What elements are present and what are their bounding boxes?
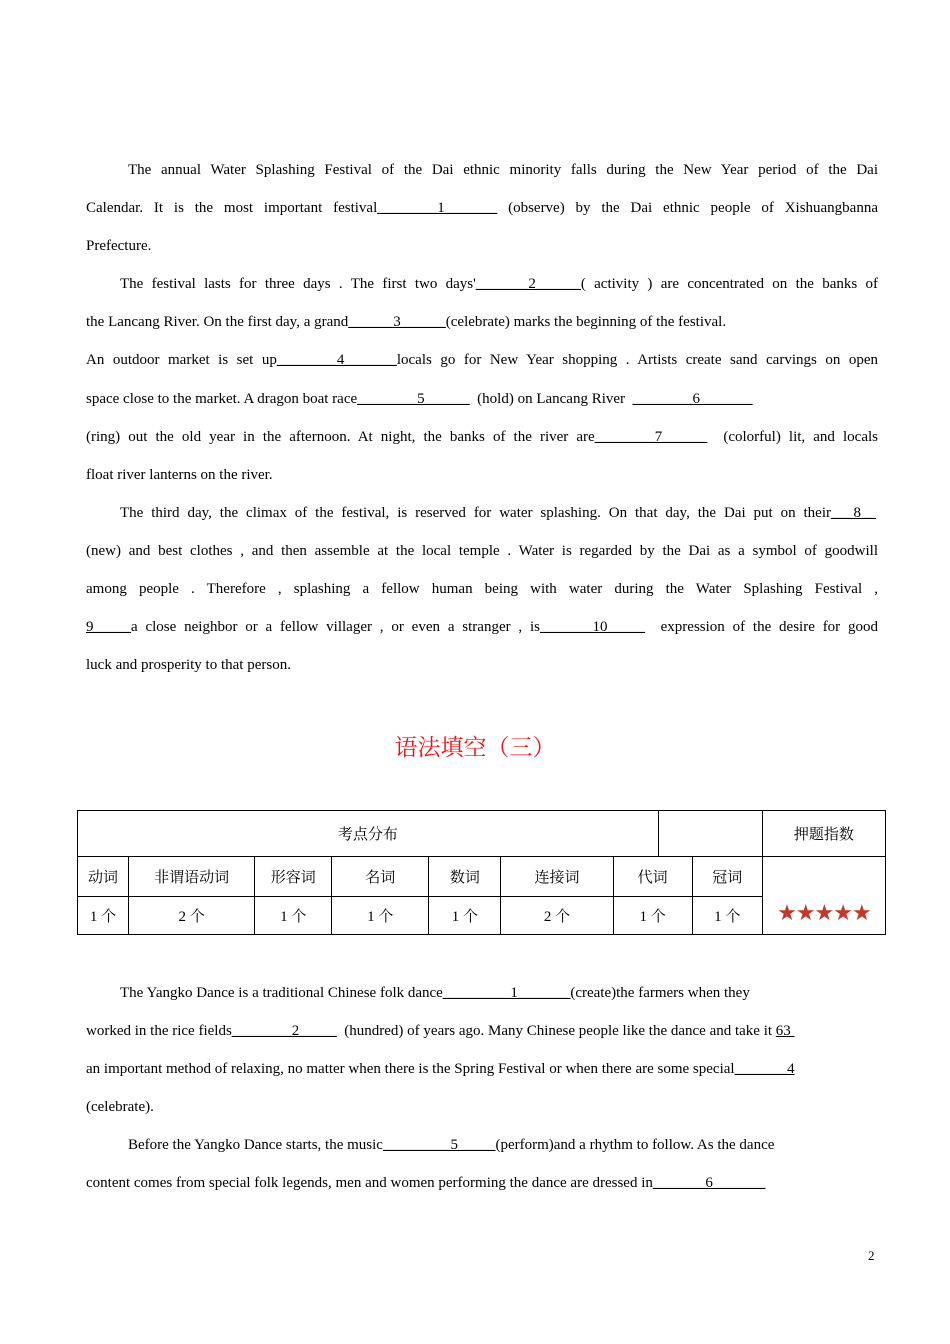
text-line: (ring) out the old year in the afternoon. At night, the banks of the river are________7______ (colorful) lit, and locals xyxy=(86,429,878,445)
blank-5[interactable]: _________5_____ xyxy=(382,1137,496,1153)
text-line: The annual Water Splashing Festival of the Dai ethnic minority falls during the New Year period of the Dai xyxy=(128,162,878,178)
text-line: Prefecture. xyxy=(86,238,152,254)
text-line: The Yangko Dance is a traditional Chinese folk dance_________1_______(create)the farmers when they xyxy=(120,985,750,1001)
text-line: 9_____a close neighbor or a fellow villager , or even a stranger , is_______10_____ expression of the desire for good xyxy=(86,619,878,635)
text-line: content comes from special folk legends, men and women performing the dance are dressed in_______6_______ xyxy=(86,1175,766,1191)
count-cell: 2 个 xyxy=(129,897,255,935)
text-line: Before the Yangko Dance starts, the music_________5_____(perform)and a rhythm to follow. As the dance xyxy=(128,1137,775,1153)
category-cell: 数词 xyxy=(429,857,501,897)
blank-5[interactable]: ________5______ xyxy=(357,391,470,407)
category-cell: 名词 xyxy=(332,857,429,897)
count-cell: 1 个 xyxy=(255,897,332,935)
category-cell: 连接词 xyxy=(501,857,613,897)
count-cell: 1 个 xyxy=(429,897,501,935)
count-cell: 2 个 xyxy=(501,897,613,935)
text-line: an important method of relaxing, no matter when there is the Spring Festival or when there are some special_______4 xyxy=(86,1061,795,1077)
blank-3[interactable]: ______3______ xyxy=(348,314,446,330)
text-line: float river lanterns on the river. xyxy=(86,467,273,483)
text-line: worked in the rice fields________2_____ (hundred) of years ago. Many Chinese people like the dance and take it 63 xyxy=(86,1023,795,1039)
category-cell: 代词 xyxy=(613,857,692,897)
text-line: space close to the market. A dragon boat race________5______ (hold) on Lancang River ________6_______ xyxy=(86,391,753,407)
count-cell: 1 个 xyxy=(78,897,129,935)
section-title: 语法填空（三） xyxy=(394,735,556,761)
blank-9[interactable]: 9_____ xyxy=(86,619,131,635)
text-line: (celebrate). xyxy=(86,1099,154,1115)
text-line: An outdoor market is set up________4_______locals go for New Year shopping . Artists create sand carvings on open xyxy=(86,352,878,368)
text-line: Calendar. It is the most important festival________1_______ (observe) by the Dai ethnic people of Xishuangbanna xyxy=(86,200,878,216)
blank-1[interactable]: ________1_______ xyxy=(377,200,498,216)
blank-2[interactable]: ________2_____ xyxy=(231,1023,337,1039)
blank-7[interactable]: ________7______ xyxy=(594,429,708,445)
blank-10[interactable]: _______10_____ xyxy=(540,619,645,635)
exam-point-table xyxy=(77,810,886,935)
blank-1[interactable]: _________1_______ xyxy=(442,985,571,1001)
count-cell: 1 个 xyxy=(692,897,762,935)
category-cell: 形容词 xyxy=(255,857,332,897)
blank-2[interactable]: _______2______ xyxy=(475,276,581,292)
text-line: the Lancang River. On the first day, a grand______3______(celebrate) marks the beginning of the festival. xyxy=(86,314,727,330)
category-cell: 动词 xyxy=(78,857,129,897)
text-line: The festival lasts for three days . The first two days'_______2______( activity ) are concentrated on the banks of xyxy=(120,276,878,292)
page-number: 2 xyxy=(868,1248,875,1263)
blank-4[interactable]: ________4_______ xyxy=(276,352,397,368)
text-line: luck and prosperity to that person. xyxy=(86,657,291,673)
blank-6[interactable]: _______6_______ xyxy=(652,1175,766,1191)
count-cell: 1 个 xyxy=(332,897,429,935)
blank-8[interactable]: ___8__ xyxy=(831,505,876,521)
table-header-index: 押题指数 xyxy=(762,811,885,857)
text-line: (new) and best clothes , and then assemble at the local temple . Water is regarded by the Dai as a symbol of goodwill xyxy=(86,543,878,559)
text-line: The third day, the climax of the festival, is reserved for water splashing. On that day, the Dai put on their___8__ xyxy=(120,505,876,521)
star-rating-icon: ★★★★★ xyxy=(777,901,871,926)
rating-cell xyxy=(762,857,885,935)
blank-4[interactable]: _______4 xyxy=(734,1061,795,1077)
blank-6[interactable]: ________6_______ xyxy=(632,391,753,407)
table-header-empty xyxy=(658,811,762,857)
text-line: among people . Therefore , splashing a fellow human being with water during the Water Splashing Festival , xyxy=(86,581,878,597)
category-cell: 非谓语动词 xyxy=(129,857,255,897)
count-cell: 1 个 xyxy=(613,897,692,935)
table-header-distribution: 考点分布 xyxy=(78,811,659,857)
blank-3[interactable]: 63 xyxy=(775,1023,795,1039)
category-cell: 冠词 xyxy=(692,857,762,897)
